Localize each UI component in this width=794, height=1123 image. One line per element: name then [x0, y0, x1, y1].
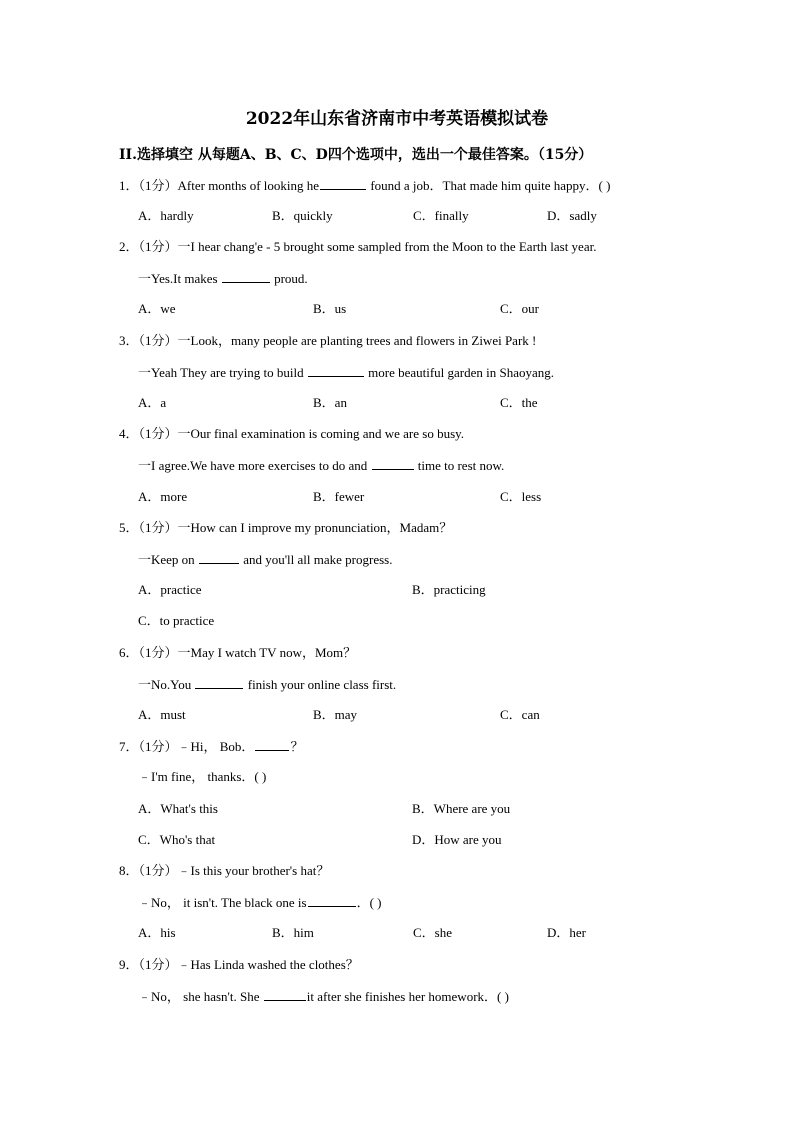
question-5-reply: 一Keep on and you'll all make progress. — [138, 552, 393, 567]
option-c[interactable]: C．Who's that — [138, 832, 216, 847]
option-b[interactable]: B．him — [272, 925, 314, 940]
option-c[interactable]: C．she — [413, 925, 453, 940]
option-c[interactable]: C．the — [500, 395, 538, 410]
answer-blank[interactable] — [199, 551, 239, 564]
option-d[interactable]: D．How are you — [412, 832, 502, 847]
answer-blank[interactable] — [308, 364, 364, 377]
question-5: 5．（1分）一How can I improve my pronunciation，Madam？ — [119, 520, 453, 535]
option-d[interactable]: D．her — [547, 925, 586, 940]
question-6: 6．（1分）一May I watch TV now，Mom？ — [119, 645, 357, 660]
question-4: 4．（1分）一Our final examination is coming and we are so busy. — [119, 426, 465, 441]
option-c[interactable]: C．to practice — [138, 613, 215, 628]
answer-blank[interactable] — [320, 177, 366, 190]
question-3: 3．（1分）一Look，many people are planting trees and flowers in Ziwei Park ! — [119, 333, 537, 348]
option-b[interactable]: B．fewer — [313, 489, 365, 504]
answer-blank[interactable] — [255, 738, 289, 751]
question-9: 9．（1分）﹣Has Linda washed the clothes？ — [119, 957, 359, 972]
answer-blank[interactable] — [222, 270, 270, 283]
question-7-reply: ﹣I'm fine， thanks．( ) — [138, 769, 267, 784]
option-c[interactable]: C．can — [500, 707, 540, 722]
option-a[interactable]: A．we — [138, 301, 176, 316]
answer-blank[interactable] — [195, 676, 243, 689]
option-b[interactable]: B．Where are you — [412, 801, 511, 816]
option-c[interactable]: C．our — [500, 301, 540, 316]
question-8-reply: ﹣No， it isn't. The black one is ．( ) — [138, 895, 382, 910]
option-d[interactable]: D．sadly — [547, 208, 597, 223]
option-b[interactable]: B．practicing — [412, 582, 486, 597]
option-c[interactable]: C．less — [500, 489, 542, 504]
option-a[interactable]: A．a — [138, 395, 167, 410]
option-a[interactable]: A．hardly — [138, 208, 194, 223]
question-2-reply: 一Yes.It makes proud. — [138, 271, 308, 286]
answer-blank[interactable] — [372, 457, 414, 470]
option-b[interactable]: B．us — [313, 301, 347, 316]
page-title: 2022年山东省济南市中考英语模拟试卷 — [245, 109, 549, 129]
answer-blank[interactable] — [308, 894, 356, 907]
question-7: 7．（1分）﹣Hi， Bob． ？ — [119, 739, 304, 754]
option-b[interactable]: B．may — [313, 707, 358, 722]
question-6-reply: 一No.You finish your online class first. — [138, 677, 397, 692]
option-a[interactable]: A．his — [138, 925, 176, 940]
answer-blank[interactable] — [264, 988, 306, 1001]
option-b[interactable]: B．quickly — [272, 208, 333, 223]
option-a[interactable]: A．practice — [138, 582, 202, 597]
question-3-reply: 一Yeah They are trying to build more beautiful garden in Shaoyang. — [138, 365, 555, 380]
option-a[interactable]: A．What's this — [138, 801, 218, 816]
option-a[interactable]: A．more — [138, 489, 188, 504]
question-4-reply: 一I agree.We have more exercises to do and time to rest now. — [138, 458, 505, 473]
section-heading: II.选择填空 从每题A、B、C、D四个选项中，选出一个最佳答案。（15分） — [119, 147, 593, 163]
question-1: 1．（1分）After months of looking he found a job．That made him quite happy．( ) — [119, 178, 611, 193]
question-8: 8．（1分）﹣Is this your brother's hat？ — [119, 863, 330, 878]
option-b[interactable]: B．an — [313, 395, 347, 410]
question-2: 2．（1分）一I hear chang'e - 5 brought some sampled from the Moon to the Earth last year. — [119, 239, 597, 254]
option-a[interactable]: A．must — [138, 707, 186, 722]
option-c[interactable]: C．finally — [413, 208, 469, 223]
question-9-reply: ﹣No， she hasn't. She it after she finishes her homework．( ) — [138, 989, 509, 1004]
